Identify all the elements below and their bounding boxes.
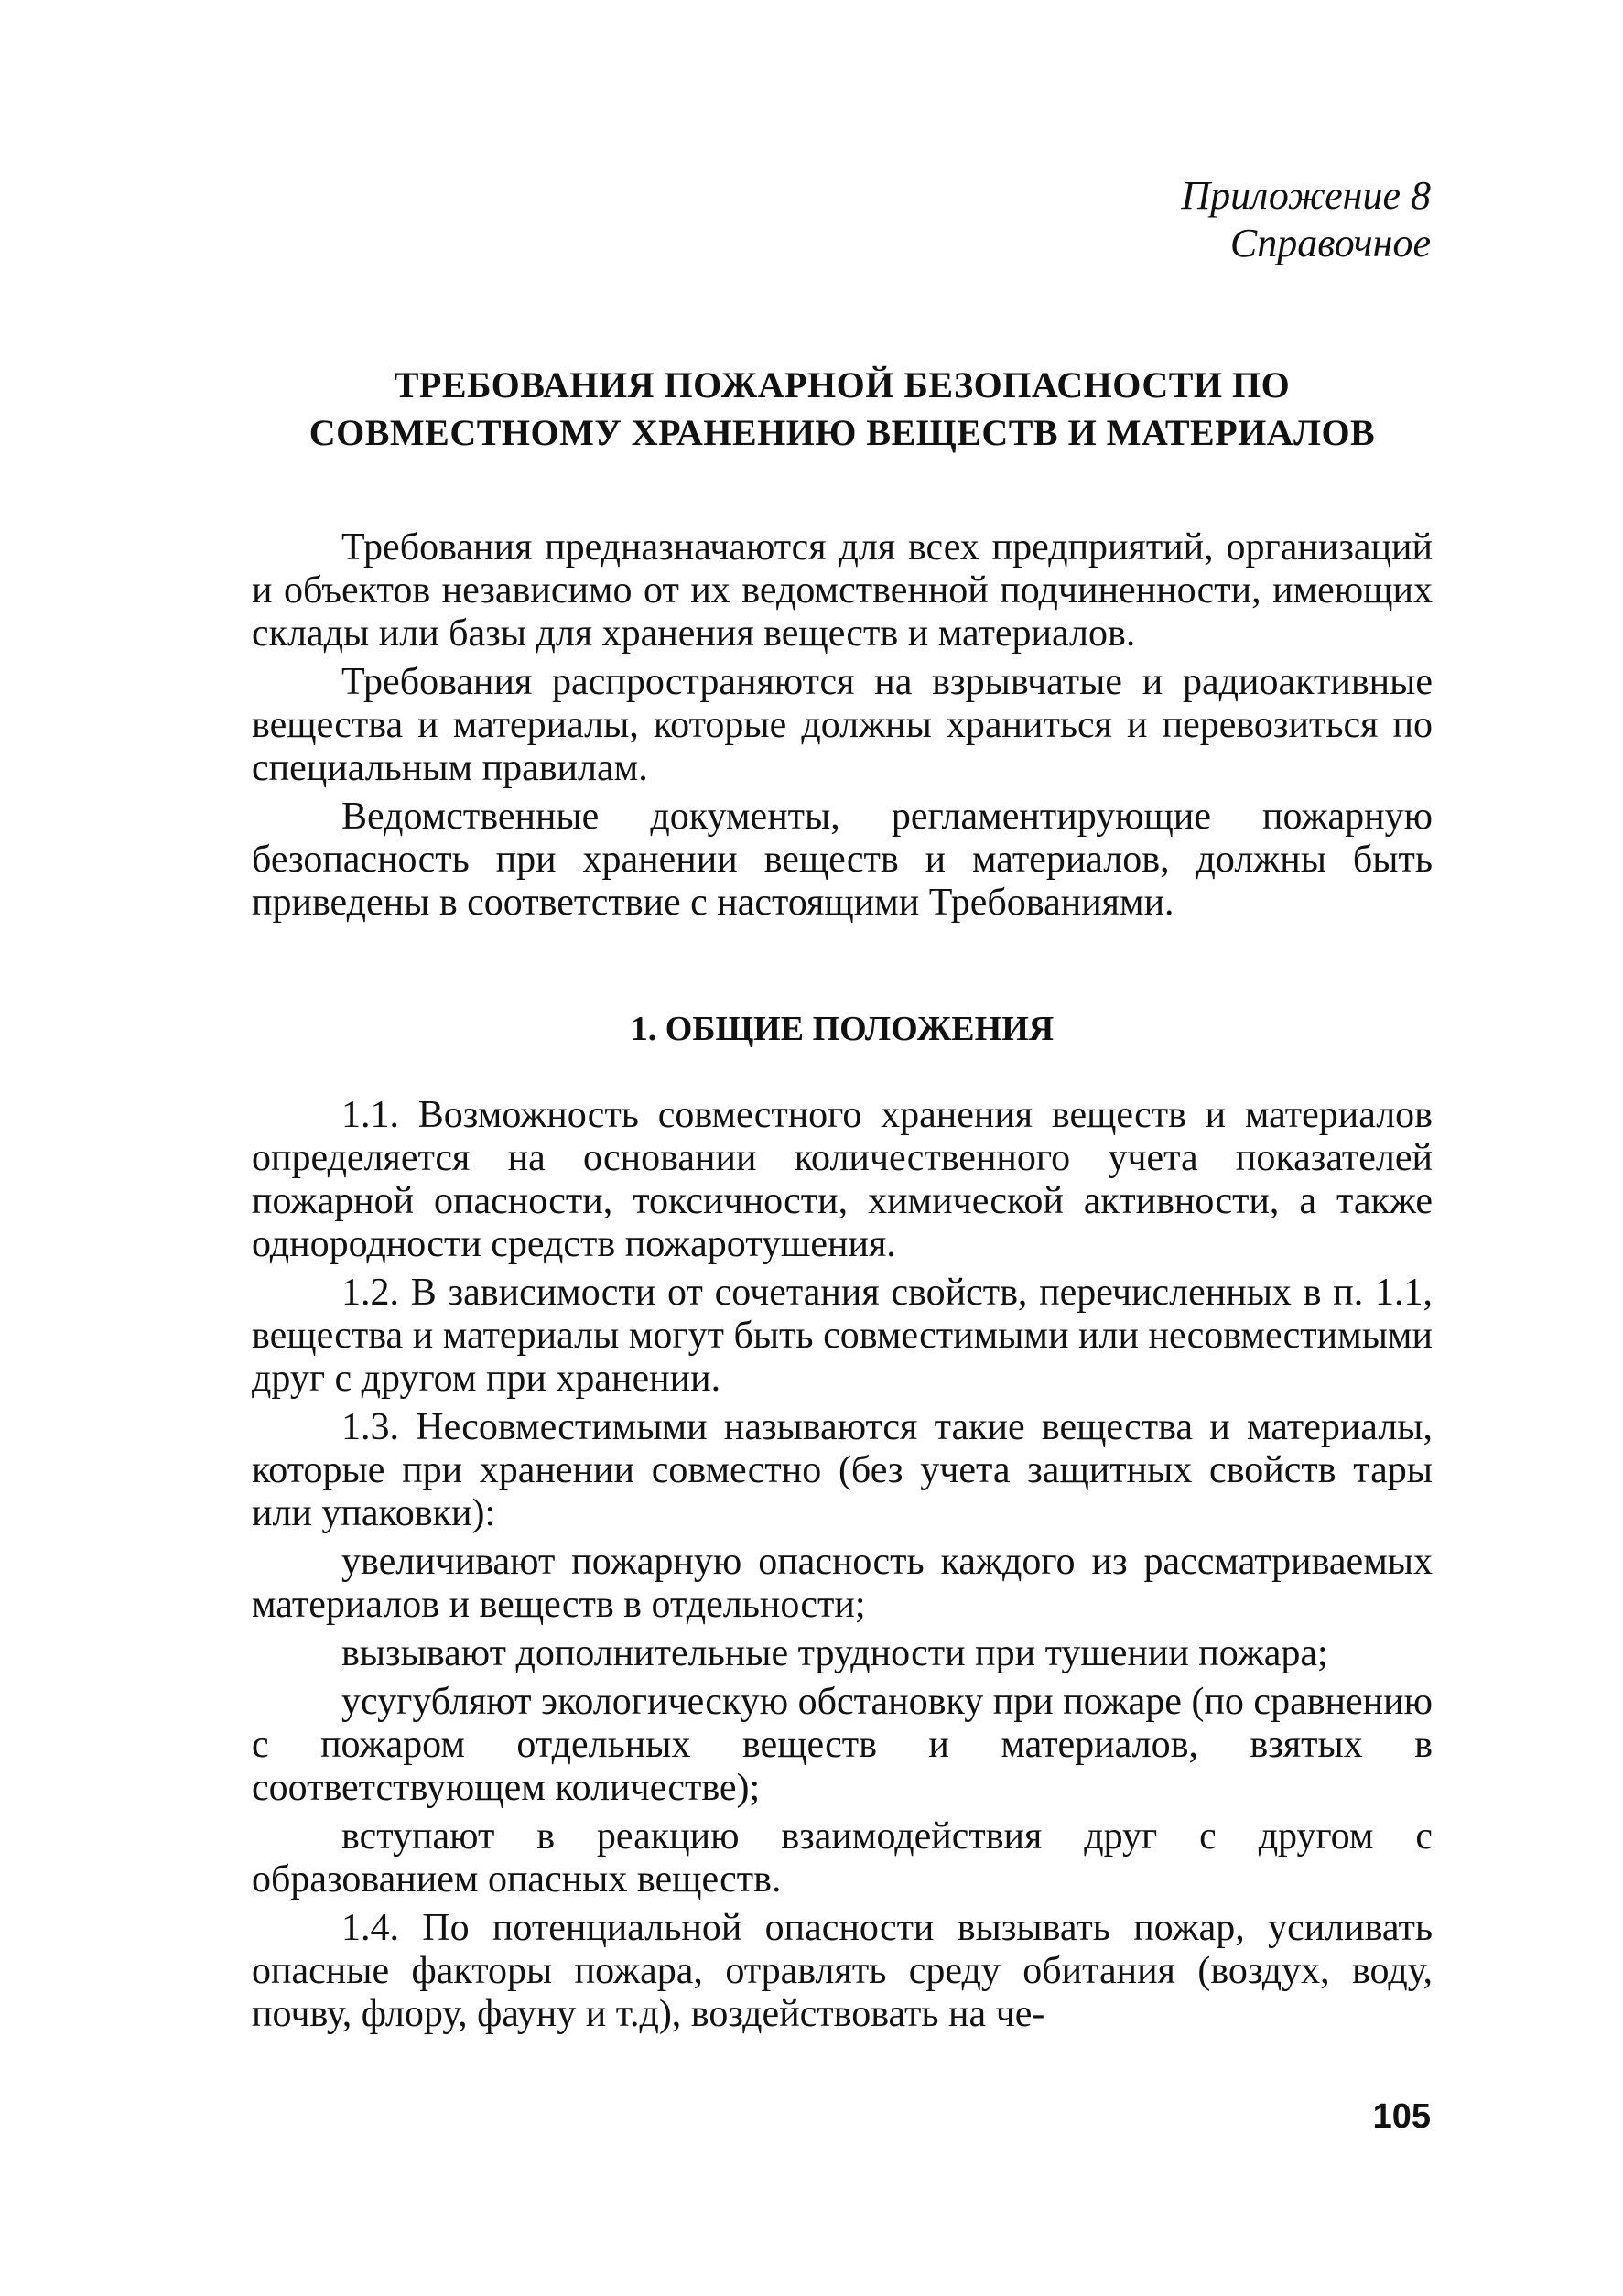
clause-1-4: 1.4. По потенциальной опасности вызывать пожар, усиливать опасные факторы пожара, отравлять среду обитания (воздух, воду, почву, флору, фауну и т.д), воздействовать на че- [252,1907,1433,2035]
list-item: увеличивают пожарную опасность каждого из рассматриваемых материалов и веществ в отдельности; [252,1541,1433,1626]
title-line-2: СОВМЕСТНОМУ ХРАНЕНИЮ ВЕЩЕСТВ И МАТЕРИАЛОВ [308,412,1376,453]
clause-1-1: 1.1. Возможность совместного хранения веществ и материалов определяется на основании количественного учета показателей пожарной опасности, токсичности, химической активности, а также однородности средств пожаротушения. [252,1094,1433,1265]
intro-paragraph: Ведомственные документы, регламентирующие пожарную безопасность при хранении веществ и материалов, должны быть приведены в соответствие с настоящими Требованиями. [252,796,1433,924]
document-title [252,362,1433,457]
appendix-type: Справочное [1229,221,1431,265]
list-item: вступают в реакцию взаимодействия друг с другом с образованием опасных веществ. [252,1815,1433,1901]
intro-paragraph: Требования распространяются на взрывчатые и радиоактивные вещества и материалы, которые должны храниться и перевозиться по специальным правилам. [252,661,1433,789]
clause-1-3: 1.3. Несовместимыми называются такие вещества и материалы, которые при хранении совместно (без учета защитных свойств тары или упаковки): [252,1406,1433,1534]
page-number: 105 [1372,2097,1431,2136]
appendix-label-block [1181,172,1431,267]
intro-paragraph: Требования предназначаются для всех предприятий, организаций и объектов независимо от их ведомственной подчиненности, имеющих склады или базы для хранения веществ и материалов. [252,526,1433,655]
section-heading: 1. ОБЩИЕ ПОЛОЖЕНИЯ [630,1010,1055,1048]
section-body [252,1094,1433,2041]
list-item: вызывают дополнительные трудности при тушении пожара; [341,1632,1328,1674]
intro-block [252,526,1433,930]
appendix-number: Приложение 8 [1181,173,1431,218]
title-line-1: ТРЕБОВАНИЯ ПОЖАРНОЙ БЕЗОПАСНОСТИ ПО [394,364,1291,406]
list-item: усугубляют экологическую обстановку при пожаре (по сравнению с пожаром отдельных веществ и материалов, взятых в соответствующем количестве); [252,1681,1433,1809]
clause-1-2: 1.2. В зависимости от сочетания свойств, перечисленных в п. 1.1, вещества и материалы могут быть совместимыми или несовместимыми друг с другом при хранении. [252,1272,1433,1400]
